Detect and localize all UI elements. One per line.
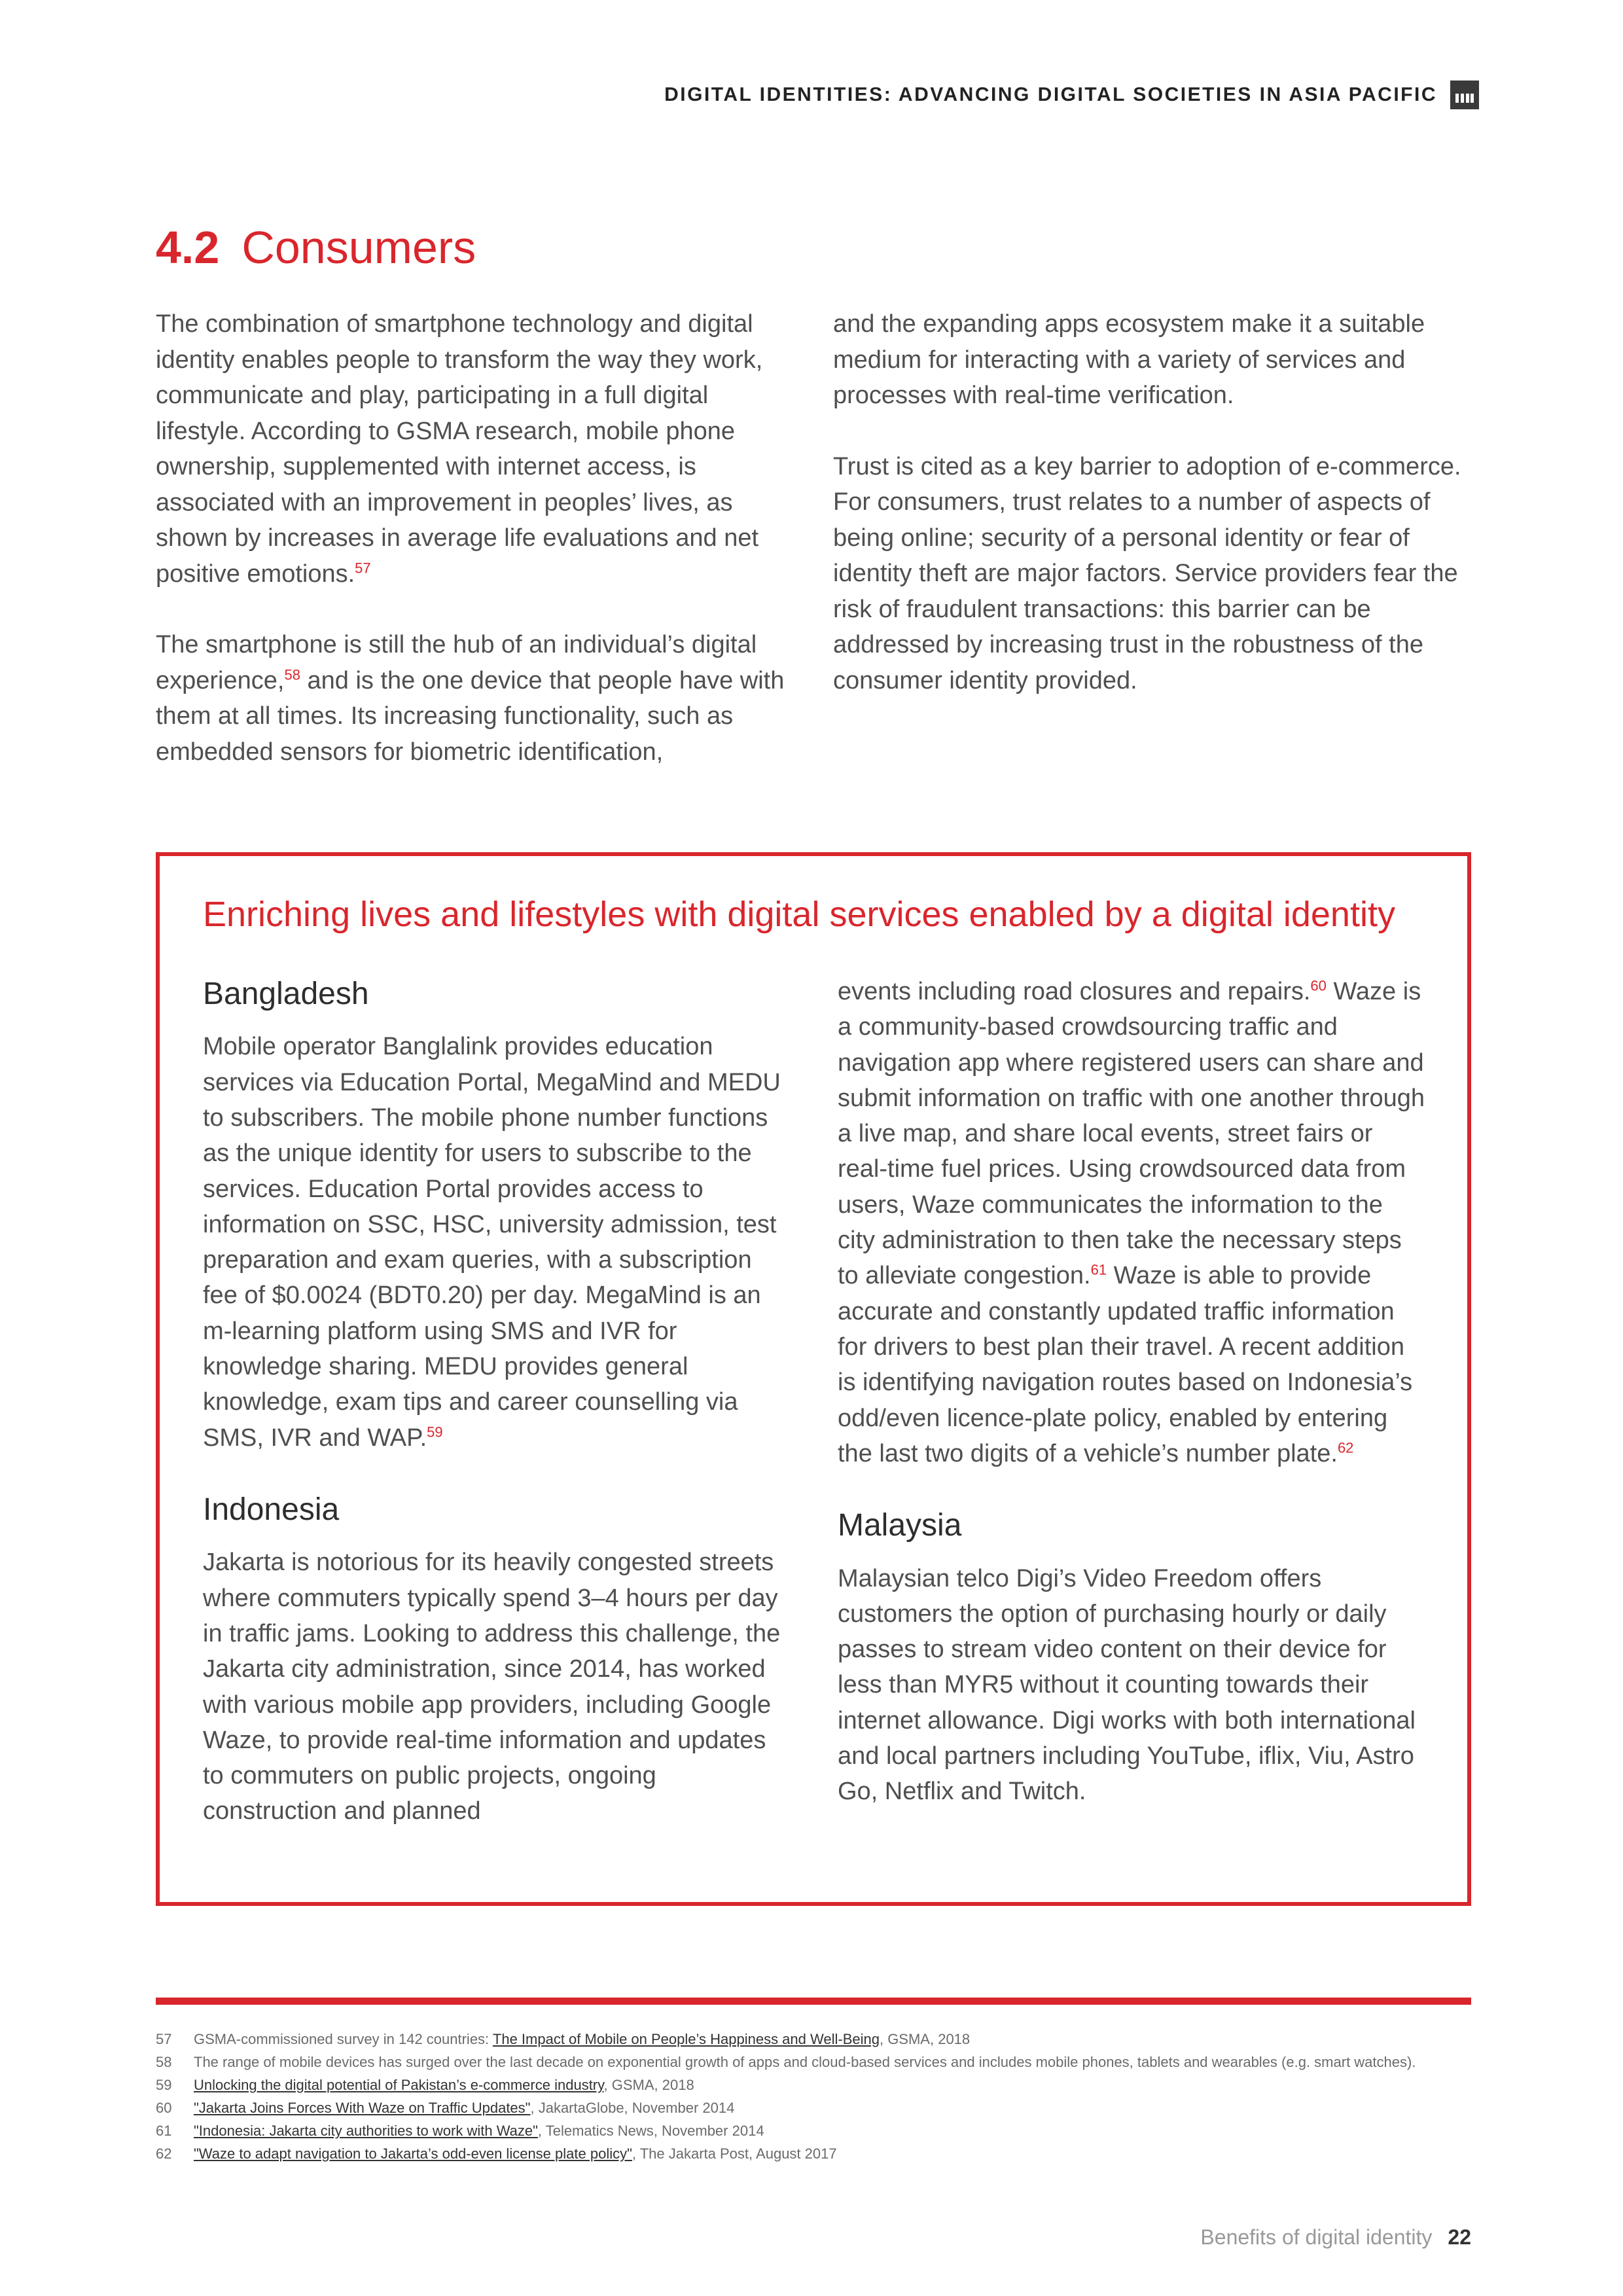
country-heading-bangladesh: Bangladesh [203,977,369,1011]
case-study-title: Enriching lives and lifestyles with digital services enabled by a digital identity [203,895,1395,934]
footnote-link[interactable]: The Impact of Mobile on People’s Happiness and Well-Being [492,2031,880,2047]
page-footer [1200,2225,1471,2250]
case-study-box [156,852,1471,1906]
footer-section-name: Benefits of digital identity [1200,2225,1433,2249]
footnote: 62 "Waze to adapt navigation to Jakarta’s odd-even license plate policy", The Jakarta Post, August 2017 [156,2145,837,2162]
case-study-paragraph: Mobile operator Banglalink provides education services via Education Portal, MegaMind and MEDU to subscribers. The mobile phone number functions as the unique identity for users to subscribe to the services. Education Portal provides access to information on SSC, HSC, university admission, test preparation and exam queries, with a subscription fee of $0.0024 (BDT0.20) per day. MegaMind is an m-learning platform using SMS and IVR for knowledge sharing. MEDU provides general knowledge, exam tips and career counselling via SMS, IVR and WAP.$^{59}$ [203,1033,781,1452]
case-study-paragraph: Malaysian telco Digi’s Video Freedom offers customers the option of purchasing hourly or daily passes to stream video content on their device for less than MYR5 without it counting towards their internet allowance. Digi works with both international and local partners including YouTube, iflix, Viu, Astro Go, Netflix and Twitch. [838,1564,1416,1806]
footnote: 58 The range of mobile devices has surged over the last decade on exponential growth of apps and cloud-based services and includes mobile phones, tablets and wearables (e.g. smart watches). [156,2054,1416,2070]
footnote: 57 GSMA-commissioned survey in 142 countries: The Impact of Mobile on People’s Happiness and Well-Being, GSMA, 2018 [156,2031,971,2047]
running-header [664,80,1479,110]
section-title: Consumers [241,222,476,273]
footnote-divider [156,1998,1471,2005]
gsma-logo-icon [1450,81,1479,109]
footnote-ref[interactable]: 62 [1337,1439,1354,1456]
body-column-left [156,306,800,805]
footnote: 61 "Indonesia: Jakarta city authorities to work with Waze", Telematics News, November 2014 [156,2123,764,2139]
footnote-ref[interactable]: 60 [1310,977,1327,994]
country-heading-indonesia: Indonesia [203,1492,340,1527]
footnote-ref[interactable]: 57 [355,559,371,576]
body-paragraph: The smartphone is still the hub of an individual’s digital experience,$^{58}$ and is the one device that people have with them at all times. Its increasing functionality, such as embedded sensors for biometric identification, [156,631,785,766]
body-paragraph: The combination of smartphone technology and digital identity enables people to transform the way they work, communicate and play, participating in a full digital lifestyle. According to GSMA research, mobile phone ownership, supplemented with internet access, is associated with an improvement in peoples’ lives, as shown by increases in average life evaluations and net positive emotions.$^{57}$ [156,310,763,588]
country-heading-malaysia: Malaysia [838,1508,962,1543]
case-study-column-right [838,974,1427,1844]
footnote-ref[interactable]: 58 [284,666,300,683]
body-paragraph: and the expanding apps ecosystem make it a suitable medium for interacting with a variety of services and processes with real-time verification. [833,310,1425,409]
section-heading [156,223,476,273]
case-study-paragraph: events including road closures and repairs.$^{60}$ Waze is a community-based crowdsourcing traffic and navigation app where registered users can share and submit information on traffic with one another through a live map, and share local events, street fairs or real-time fuel prices. Using crowdsourced data from users, Waze communicates the information to the city administration to then take the necessary steps to alleviate congestion.$^{61}$ Waze is able to provide accurate and constantly updated traffic information for drivers to best plan their travel. A recent addition is identifying navigation routes based on Indonesia’s odd/even licence-plate policy, enabled by entering the last two digits of a vehicle’s number plate.$^{62}$ [838,977,1425,1467]
footnote-link[interactable]: Unlocking the digital potential of Pakistan’s e-commerce industry [194,2077,604,2093]
footnote-link[interactable]: "Indonesia: Jakarta city authorities to work with Waze" [194,2123,538,2139]
case-study-paragraph: Jakarta is notorious for its heavily congested streets where commuters typically spend 3–4 hours per day in traffic jams. Looking to address this challenge, the Jakarta city administration, since 2014, has worked with various mobile app providers, including Google Waze, to provide real-time information and updates to commuters on public projects, ongoing construction and planned [203,1549,781,1825]
footnote-link[interactable]: "Waze to adapt navigation to Jakarta’s odd-even license plate policy" [194,2145,632,2162]
footnote: 60 "Jakarta Joins Forces With Waze on Traffic Updates", JakartaGlobe, November 2014 [156,2100,735,2116]
page-number: 22 [1448,2225,1471,2249]
case-study-column-left [203,974,792,1863]
body-column-right [833,306,1478,734]
footnotes [156,2028,1471,2165]
section-number: 4.2 [156,222,220,273]
body-paragraph: Trust is cited as a key barrier to adoption of e-commerce. For consumers, trust relates to a number of aspects of being online; security of a personal identity or fear of identity theft are major factors. Service providers fear the risk of fraudulent transactions: this barrier can be addressed by increasing trust in the robustness of the consumer identity provided. [833,452,1461,694]
footnote: 59 Unlocking the digital potential of Pakistan’s e-commerce industry, GSMA, 2018 [156,2077,694,2093]
footnote-ref[interactable]: 61 [1090,1261,1107,1278]
footnote-ref[interactable]: 59 [427,1424,443,1440]
footnote-link[interactable]: "Jakarta Joins Forces With Waze on Traffic Updates" [194,2100,531,2116]
running-header-title: DIGITAL IDENTITIES: ADVANCING DIGITAL SOCIETIES IN ASIA PACIFIC [664,84,1437,105]
